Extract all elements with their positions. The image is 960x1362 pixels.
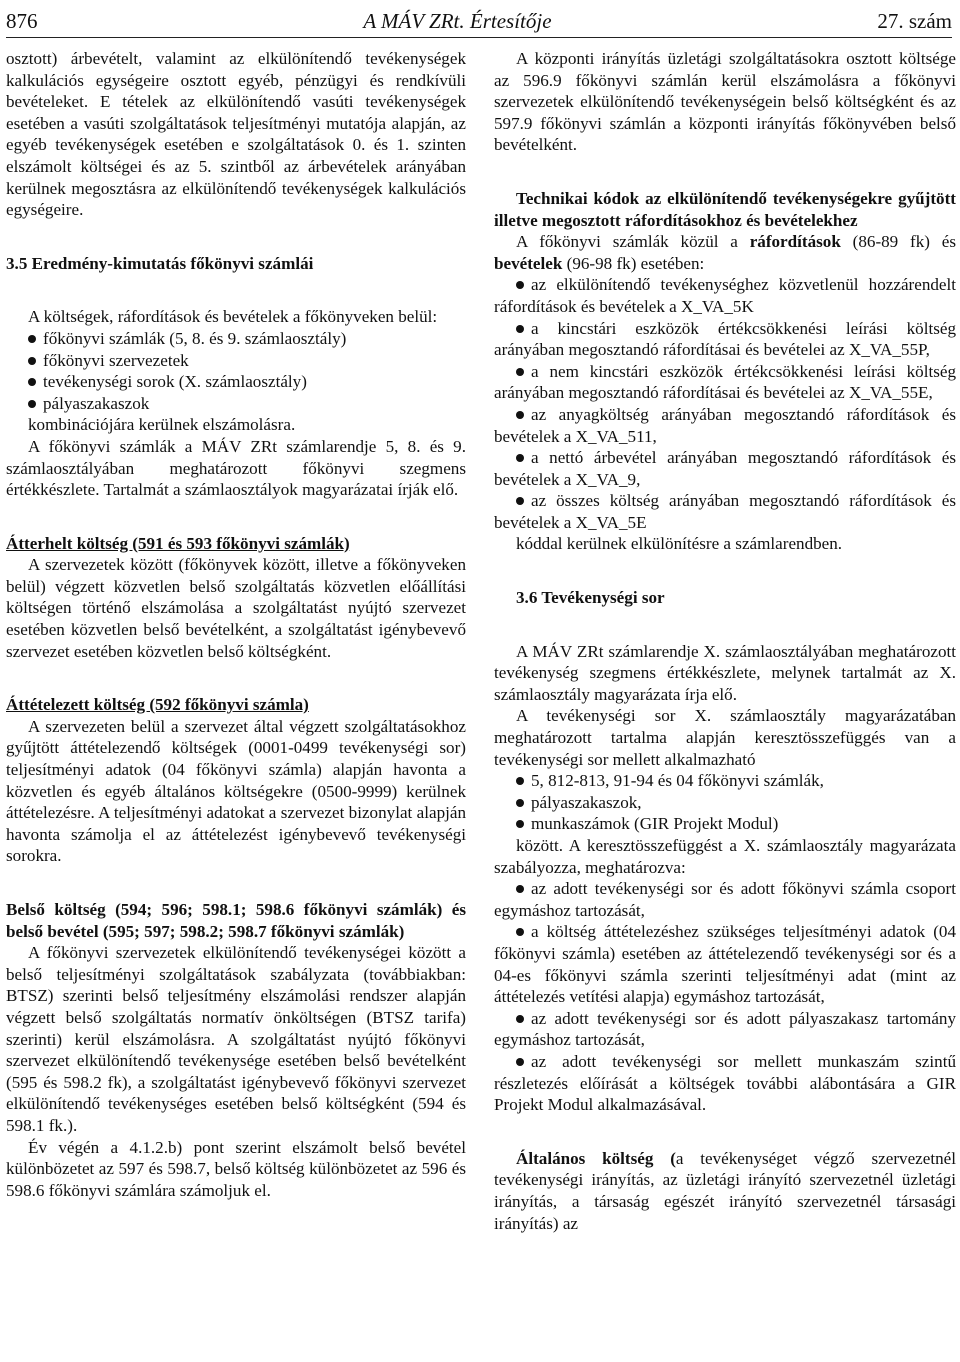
paragraph: A főkönyvi számlák a MÁV ZRt számlarendje 5, 8. és 9. számlaosztályában meghatározott főkönyvi szegmens értékkészlete. Tartalmát a számlaosztályok magyarázatai írják elő. [6, 436, 466, 500]
heading-belso-koltseg: Belső költség (594; 596; 598.1; 598.6 főkönyvi számlák) és belső bevétel (595; 597; 598.2; 598.7 főkönyvi számlák) [6, 900, 466, 941]
bullet-list [6, 328, 466, 414]
paragraph: Általános költség (a tevékenységet végző szervezetnél tevékenységi irányítás, az üzletági irányító szervezetnél üzletági irányítás, a társaság egészét irányító szervezetnél társasági irányítás) az [494, 1148, 956, 1233]
bullet-icon [516, 281, 524, 289]
bullet-icon [516, 497, 524, 505]
list-item: tevékenységi sorok (X. számlaosztály) [6, 371, 466, 393]
list-item: az összes költség arányában megosztandó ráfordítások és bevételek a X_VA_5E [494, 491, 956, 532]
journal-title: A MÁV ZRt. Értesítője [363, 9, 552, 33]
bullet-icon [28, 335, 36, 343]
bullet-icon [28, 378, 36, 386]
bullet-icon [516, 885, 524, 893]
bullet-icon [28, 357, 36, 365]
paragraph: osztott) árbevételt, valamint az elkülönítendő tevékenységek kalkulációs egységeire osztott egyéb, pénzügyi és rendkívüli bevételeket. E tételek az elkülönítendő vasúti tevékenységek esetében a vasúti szolgáltatások teljesítményi mutatója alapján, az egyéb tevékenységek esetében e szolgáltatások 0. és 1. szinten elszámolt költségei és az 5. szintből az árbevételek arányában kerülnek megosztásra az elkülönítendő tevékenységek kalkulációs egységeire. [6, 49, 466, 220]
list-item: a kincstári eszközök értékcsökkenési leírási költség arányában megosztandó ráfordításai és bevételei az X_VA_55P, [494, 318, 956, 360]
paragraph: kóddal kerülnek elkülönítésre a számlarendben. [516, 534, 843, 554]
section-heading-3-6: 3.6 Tevékenységi sor [516, 588, 665, 608]
paragraph: között. A keresztösszefüggést a X. számlaosztály magyarázata szabályozza, meghatározva: [494, 836, 956, 877]
issue-number: 27. szám [877, 9, 952, 33]
list-item: pályaszakaszok, [494, 792, 956, 814]
heading-attetelezett-koltseg: Áttételezett költség (592 főkönyvi számla) [6, 695, 309, 715]
list-item: munkaszámok (GIR Projekt Modul) [494, 813, 956, 835]
bullet-icon [516, 454, 524, 462]
bullet-icon [516, 411, 524, 419]
bullet-list [494, 770, 956, 835]
bullet-icon [516, 1015, 524, 1023]
bullet-icon [516, 368, 524, 376]
bullet-icon [516, 820, 524, 828]
bullet-list [494, 274, 956, 533]
list-item: az adott tevékenységi sor és adott főkönyvi számla csoport egymáshoz tartozását, [494, 879, 956, 920]
list-item: a nettó árbevétel arányában megosztandó ráfordítások és bevételek a X_VA_9, [494, 448, 956, 489]
bullet-icon [516, 928, 524, 936]
bullet-icon [516, 799, 524, 807]
list-item: az adott tevékenységi sor és adott pályaszakasz tartomány egymáshoz tartozását, [494, 1008, 956, 1050]
bullet-icon [516, 777, 524, 785]
list-item: pályaszakaszok [6, 393, 466, 415]
bullet-icon [516, 1058, 524, 1066]
list-item: a költség áttételezéshez szükséges teljesítményi adatok (04 főkönyvi számla) esetében az áttételezendő tevékenységi sor és a 04-es főkönyvi számla szerinti teljesítményi adat (mint az áttételezés vetítési alapja) egymáshoz tartozását, [494, 922, 956, 1007]
list-item: 5, 812-813, 91-94 és 04 főkönyvi számlák, [494, 770, 956, 792]
left-column [6, 48, 466, 1201]
paragraph: A szervezetek között (főkönyvek között, illetve a főkönyveken belül) végzett közvetlen belső szolgáltatás közvetlen előállítási költségen történő elszámolása a szolgáltatást nyújtó szervezet esetében közvetlen belső bevételként, a szolgáltatást igénybevevő szervezet esetében közvetlen belső költségként. [6, 555, 466, 661]
right-column [494, 48, 956, 1234]
paragraph: A központi irányítás üzletági szolgáltatásokra osztott költsége az 596.9 főkönyvi számlán kerül elszámolásra a főkönyvi szervezetek elkülönítendő tevékenységein belső költségként és az 597.9 főkönyvi számlán a központi irányítás főkönyvében belső bevételként. [494, 49, 956, 155]
paragraph: A főkönyvi szervezetek elkülönítendő tevékenységei között a belső teljesítményi szolgáltatások szabályzata (továbbiakban: BTSZ) szerinti belső teljesítmény elszámolási rendszer alapján végzett belső szolgáltatás normatív önköltségen (BTSZ tarifa) szerinti) kerül elszámolásra. A szolgáltatást nyújtó főkönyvi szervezet elkülönítendő tevékenysége esetében belső bevételként (595 és 598.2 fk), a szolgáltatást igénybevevő főkönyvi szervezet elkülönítendő tevékenységes esetében belső költségként (594 és 598.1 fk.). [6, 943, 466, 1135]
heading-atterhelt-koltseg: Átterhelt költség (591 és 593 főkönyvi számlák) [6, 533, 350, 553]
list-item: az adott tevékenységi sor mellett munkaszám szintű részletezés előírását a költségek további alábontására a GIR Projekt Modul alkalmazásával. [494, 1051, 956, 1115]
paragraph: A szervezeten belül a szervezet által végzett szolgáltatásokhoz gyűjtött áttételezendő költségek (0001-0499 tevékenységi sor) teljesítményi adatok (04 főkönyvi számla) alapján havonta a közvetlen és egyéb általános költségekre (0500-9999) kerülnek áttételezésre. A teljesítményi adatokat a szervezet bizonylat alapján havonta számolja el az áttételezést igénybevevő tevékenységi sorokra. [6, 716, 466, 866]
list-item: főkönyvi szervezetek [6, 350, 466, 372]
heading-technikai-kodok: Technikai kódok az elkülönítendő tevékenységekre gyűjtött illetve megosztott ráfordításokhoz és bevételekhez [494, 188, 956, 230]
bullet-icon [516, 325, 524, 333]
list-item: főkönyvi számlák (5, 8. és 9. számlaosztály) [6, 328, 466, 350]
section-heading-3-5: 3.5 Eredmény-kimutatás főkönyvi számlái [6, 253, 314, 273]
paragraph: kombinációjára kerülnek elszámolásra. [28, 415, 296, 435]
paragraph: A főkönyvi számlák közül a ráfordítások (86-89 fk) és bevételek (96-98 fk) esetében: [494, 232, 956, 273]
page-header [6, 4, 952, 38]
paragraph: A MÁV ZRt számlarendje X. számlaosztályában meghatározott tevékenység szegmens értékkészlete, melynek tartalmát az X. számlaosztály magyarázata írja elő. [494, 641, 956, 704]
paragraph: A költségek, ráfordítások és bevételek a főkönyveken belül: [28, 307, 438, 327]
paragraph: Év végén a 4.1.2.b) pont szerint elszámolt belső bevétel különbözetet az 597 és 598.7, belső költség különbözetet az 596 és 598.6 főkönyvi számlára számoljuk el. [6, 1137, 466, 1200]
paragraph: A tevékenységi sor X. számlaosztály magyarázatában meghatározott tartalma alapján keresztösszefüggés van a tevékenységi sor mellett alkalmazható [494, 706, 956, 769]
list-item: az anyagköltség arányában megosztandó ráfordítások és bevételek a X_VA_511, [494, 404, 956, 446]
bullet-list [494, 878, 956, 1116]
page-number: 876 [6, 9, 38, 33]
list-item: az elkülönítendő tevékenységhez közvetlenül hozzárendelt ráfordítások és bevételek a X_VA_5K [494, 275, 956, 316]
bullet-icon [28, 400, 36, 408]
list-item: a nem kincstári eszközök értékcsökkenési leírási költség arányában megosztandó ráfordításai és bevételei az X_VA_55E, [494, 361, 956, 403]
